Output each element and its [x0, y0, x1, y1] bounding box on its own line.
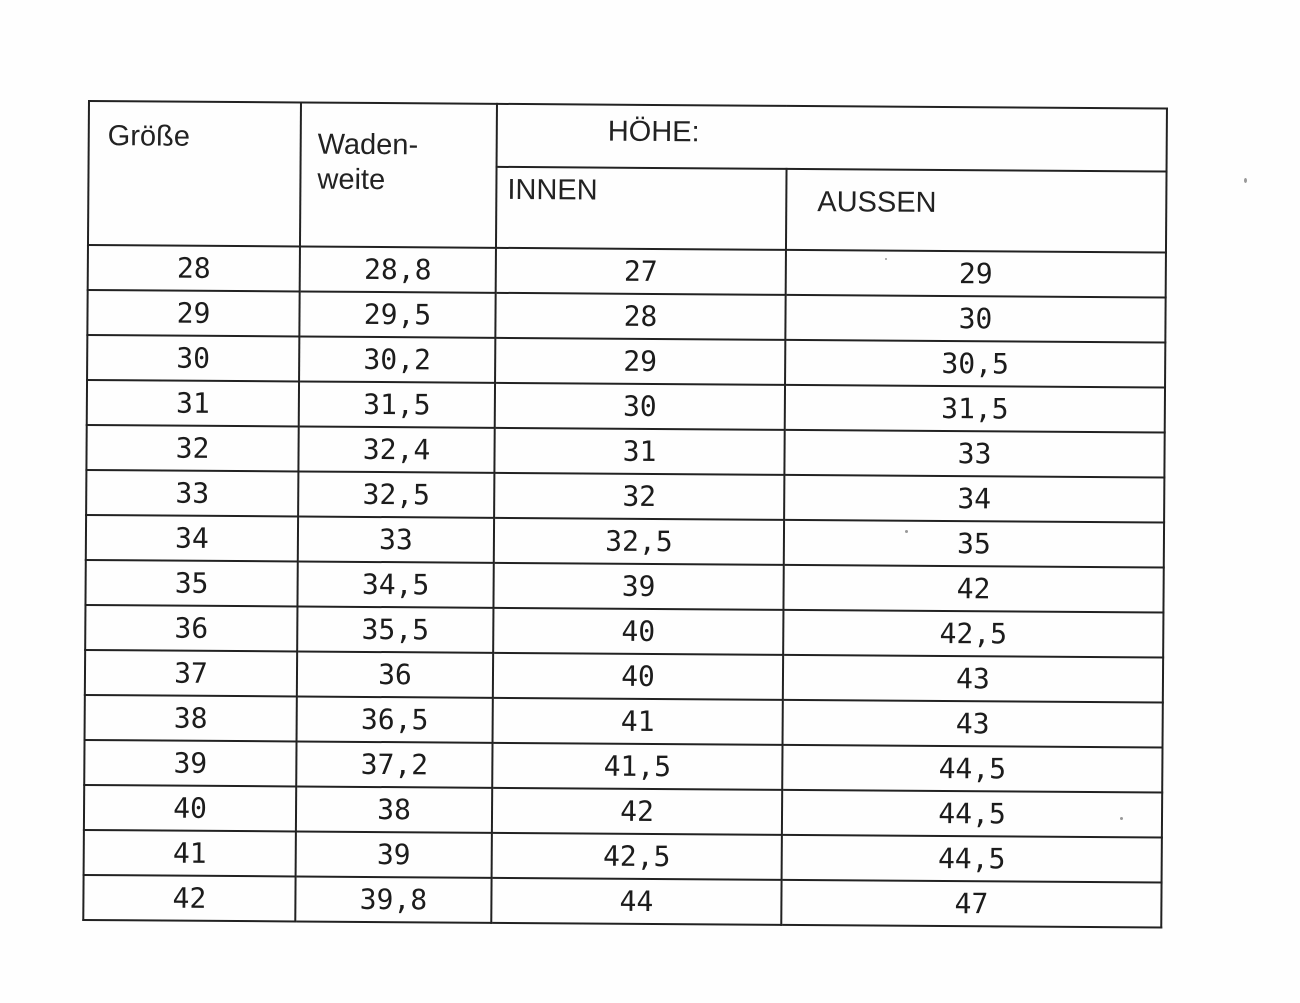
table-row: [86, 470, 1164, 523]
outer-height-cell: 34: [784, 475, 1164, 523]
calf-width-cell: 33: [298, 516, 494, 562]
calf-width-cell: 29,5: [299, 291, 495, 337]
scan-speck: [1120, 817, 1123, 820]
size-cell: 42: [83, 875, 295, 921]
size-cell: 34: [86, 515, 298, 561]
size-cell: 36: [85, 605, 297, 651]
outer-height-cell: 35: [784, 520, 1164, 568]
table-row: [85, 650, 1163, 703]
height-header: HÖHE:: [497, 104, 1167, 172]
calf-width-cell: 34,5: [297, 561, 493, 607]
inner-height-cell: 28: [495, 293, 785, 340]
outer-height-cell: 44,5: [782, 745, 1162, 793]
inner-height-cell: 31: [494, 428, 784, 475]
calf-width-header-line1: Waden-: [317, 128, 419, 162]
inner-height-cell: 40: [493, 608, 783, 655]
inner-height-cell: 40: [493, 653, 783, 700]
table-row: [87, 380, 1165, 433]
size-cell: 35: [85, 560, 297, 606]
table-row: [87, 290, 1165, 343]
outer-height-cell: 33: [784, 430, 1164, 478]
outer-height-cell: 43: [783, 700, 1163, 748]
table-row: [88, 245, 1166, 298]
table-row: [83, 875, 1161, 928]
table-row: [84, 740, 1162, 793]
table-row: [84, 830, 1162, 883]
calf-width-cell: 39: [296, 831, 492, 877]
inner-height-cell: 44: [491, 878, 781, 925]
inner-height-cell: 42,5: [492, 833, 782, 880]
outer-height-header: AUSSEN: [786, 169, 1167, 253]
size-cell: 37: [85, 650, 297, 696]
calf-width-cell: 37,2: [296, 741, 492, 787]
outer-height-cell: 30,5: [785, 340, 1165, 388]
outer-height-cell: 30: [785, 295, 1165, 343]
calf-width-cell: 32,4: [298, 426, 494, 472]
table-row: [86, 425, 1164, 478]
inner-height-cell: 42: [492, 788, 782, 835]
calf-width-cell: 39,8: [295, 876, 491, 922]
table-row: [87, 335, 1165, 388]
calf-width-cell: 36: [297, 651, 493, 697]
calf-width-cell: 30,2: [299, 336, 495, 382]
size-chart-table: [82, 100, 1168, 929]
inner-height-cell: 32,5: [494, 518, 784, 565]
calf-width-cell: 32,5: [298, 471, 494, 517]
inner-height-header: INNEN: [496, 167, 787, 250]
table-row: [86, 515, 1164, 568]
inner-height-cell: 27: [496, 248, 786, 295]
size-cell: 28: [88, 245, 300, 291]
inner-height-cell: 29: [495, 338, 785, 385]
calf-width-cell: 36,5: [297, 696, 493, 742]
outer-height-cell: 29: [786, 250, 1166, 298]
size-cell: 31: [87, 380, 299, 426]
size-cell: 32: [86, 425, 298, 471]
size-cell: 29: [87, 290, 299, 336]
table-row: [85, 695, 1163, 748]
calf-width-cell: 28,8: [300, 246, 496, 292]
outer-height-cell: 42,5: [783, 610, 1163, 658]
size-cell: 38: [85, 695, 297, 741]
outer-height-cell: 42: [783, 565, 1163, 613]
scan-speck: [885, 258, 887, 260]
scan-speck: [1244, 178, 1247, 183]
table-row: [85, 560, 1163, 613]
size-cell: 41: [84, 830, 296, 876]
table-header: [88, 101, 1167, 253]
outer-height-cell: 44,5: [782, 835, 1162, 883]
table-body: [83, 245, 1166, 928]
inner-height-cell: 41,5: [492, 743, 782, 790]
inner-height-cell: 39: [493, 563, 783, 610]
outer-height-cell: 31,5: [785, 385, 1165, 433]
inner-height-cell: 41: [493, 698, 783, 745]
size-cell: 30: [87, 335, 299, 381]
calf-width-cell: 38: [296, 786, 492, 832]
table-row: [84, 785, 1162, 838]
size-cell: 33: [86, 470, 298, 516]
outer-height-cell: 44,5: [782, 790, 1162, 838]
table-row: [85, 605, 1163, 658]
calf-width-cell: 35,5: [297, 606, 493, 652]
size-cell: 39: [84, 740, 296, 786]
calf-width-header: [300, 102, 497, 247]
scan-speck: [905, 530, 908, 533]
inner-height-cell: 32: [494, 473, 784, 520]
inner-height-cell: 30: [495, 383, 785, 430]
outer-height-cell: 47: [781, 880, 1161, 928]
outer-height-cell: 43: [783, 655, 1163, 703]
size-header: Größe: [88, 101, 301, 246]
calf-width-cell: 31,5: [299, 381, 495, 427]
calf-width-header-line2: weite: [317, 163, 386, 196]
size-cell: 40: [84, 785, 296, 831]
